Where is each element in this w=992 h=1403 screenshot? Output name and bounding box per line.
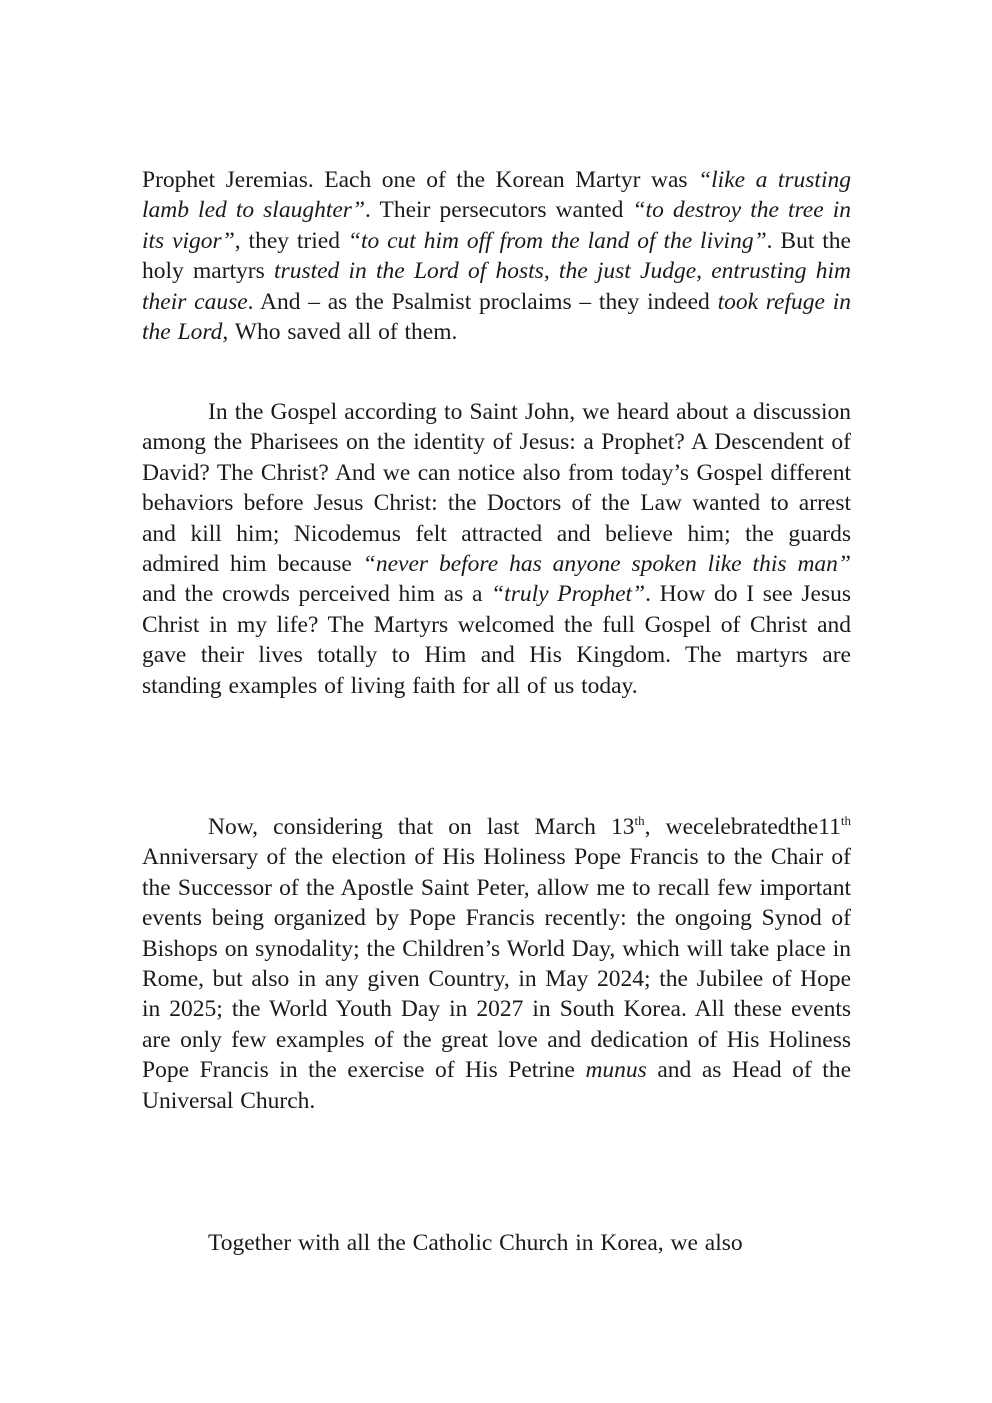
text-span: . But the holy martyrs [142, 227, 851, 285]
paragraph-martyrs-trust [142, 165, 851, 347]
text-span: , wecelebratedthe11 [644, 814, 841, 840]
quote-lamb: “like a trusting lamb led to slaughter” [142, 167, 851, 224]
superscript: th [634, 813, 645, 829]
text-span: Now, considering that on last March 13 [208, 814, 635, 840]
text-span: Prophet Jeremias. Each one of the Korean Martyr was [142, 167, 699, 193]
paragraph-catholic-church-korea [142, 1228, 851, 1258]
paragraph-gospel-john [142, 397, 851, 701]
quote-cut-off: “to cut him off from the land of the living” [347, 227, 767, 254]
italic-trusted-lord: trusted in the Lord of hosts, the just Judge, entrusting him their cause [142, 258, 851, 315]
text-span: Who saved all of them. [228, 319, 458, 346]
italic-refuge: took refuge in the Lord, [142, 288, 851, 346]
paragraph-pope-francis [142, 812, 851, 1116]
quote-destroy-tree: “to destroy the tree in its vigor” [142, 197, 852, 254]
text-span: , they tried [234, 227, 348, 254]
quote-never-before: “never before has anyone spoken like this man” [362, 551, 851, 578]
text-span: In the Gospel according to Saint John, we heard about a discussion among the Pharisees on the identity of Jesus: a Prophet? A Descendent of David? The Christ? And we can notice also from today’s Gospel different behaviors before Jesus Christ: the Doctors of the Law wanted to arrest and kill him; Nicodemus felt attracted and believe him; the guards admired him because [142, 399, 851, 578]
superscript: th [840, 813, 852, 829]
text-span: and the crowds perceived him as a [142, 581, 492, 608]
text-span: Together with all the Catholic Church in Korea, we also [208, 1230, 743, 1256]
text-span: . How do I see Jesus Christ in my life? The Martyrs welcomed the full Gospel of Christ and gave their lives totally to Him and His Kingdom. The martyrs are standing examples of living faith for all of us today. [142, 581, 851, 699]
text-span: . And – as the Psalmist proclaims – they indeed [247, 288, 718, 315]
text-span: . Their persecutors wanted [365, 197, 633, 224]
italic-munus: munus [585, 1057, 647, 1084]
text-span: Anniversary of the election of His Holiness Pope Francis to the Chair of the Successor of the Apostle Saint Peter, allow me to recall few important events being organized by Pope Francis recently: the ongoing Synod of Bishops on synodality; the Children’s World Day, which will take place in Rome, but also in any given Country, in May 2024; the Jubilee of Hope in 2025; the World Youth Day in 2027 in South Korea. All these events are only few examples of the great love and dedication of His Holiness Pope Francis in the exercise of His Petrine [142, 844, 851, 1084]
text-span: and as Head of the Universal Church. [142, 1057, 851, 1114]
quote-truly-prophet: “truly Prophet” [491, 581, 646, 608]
